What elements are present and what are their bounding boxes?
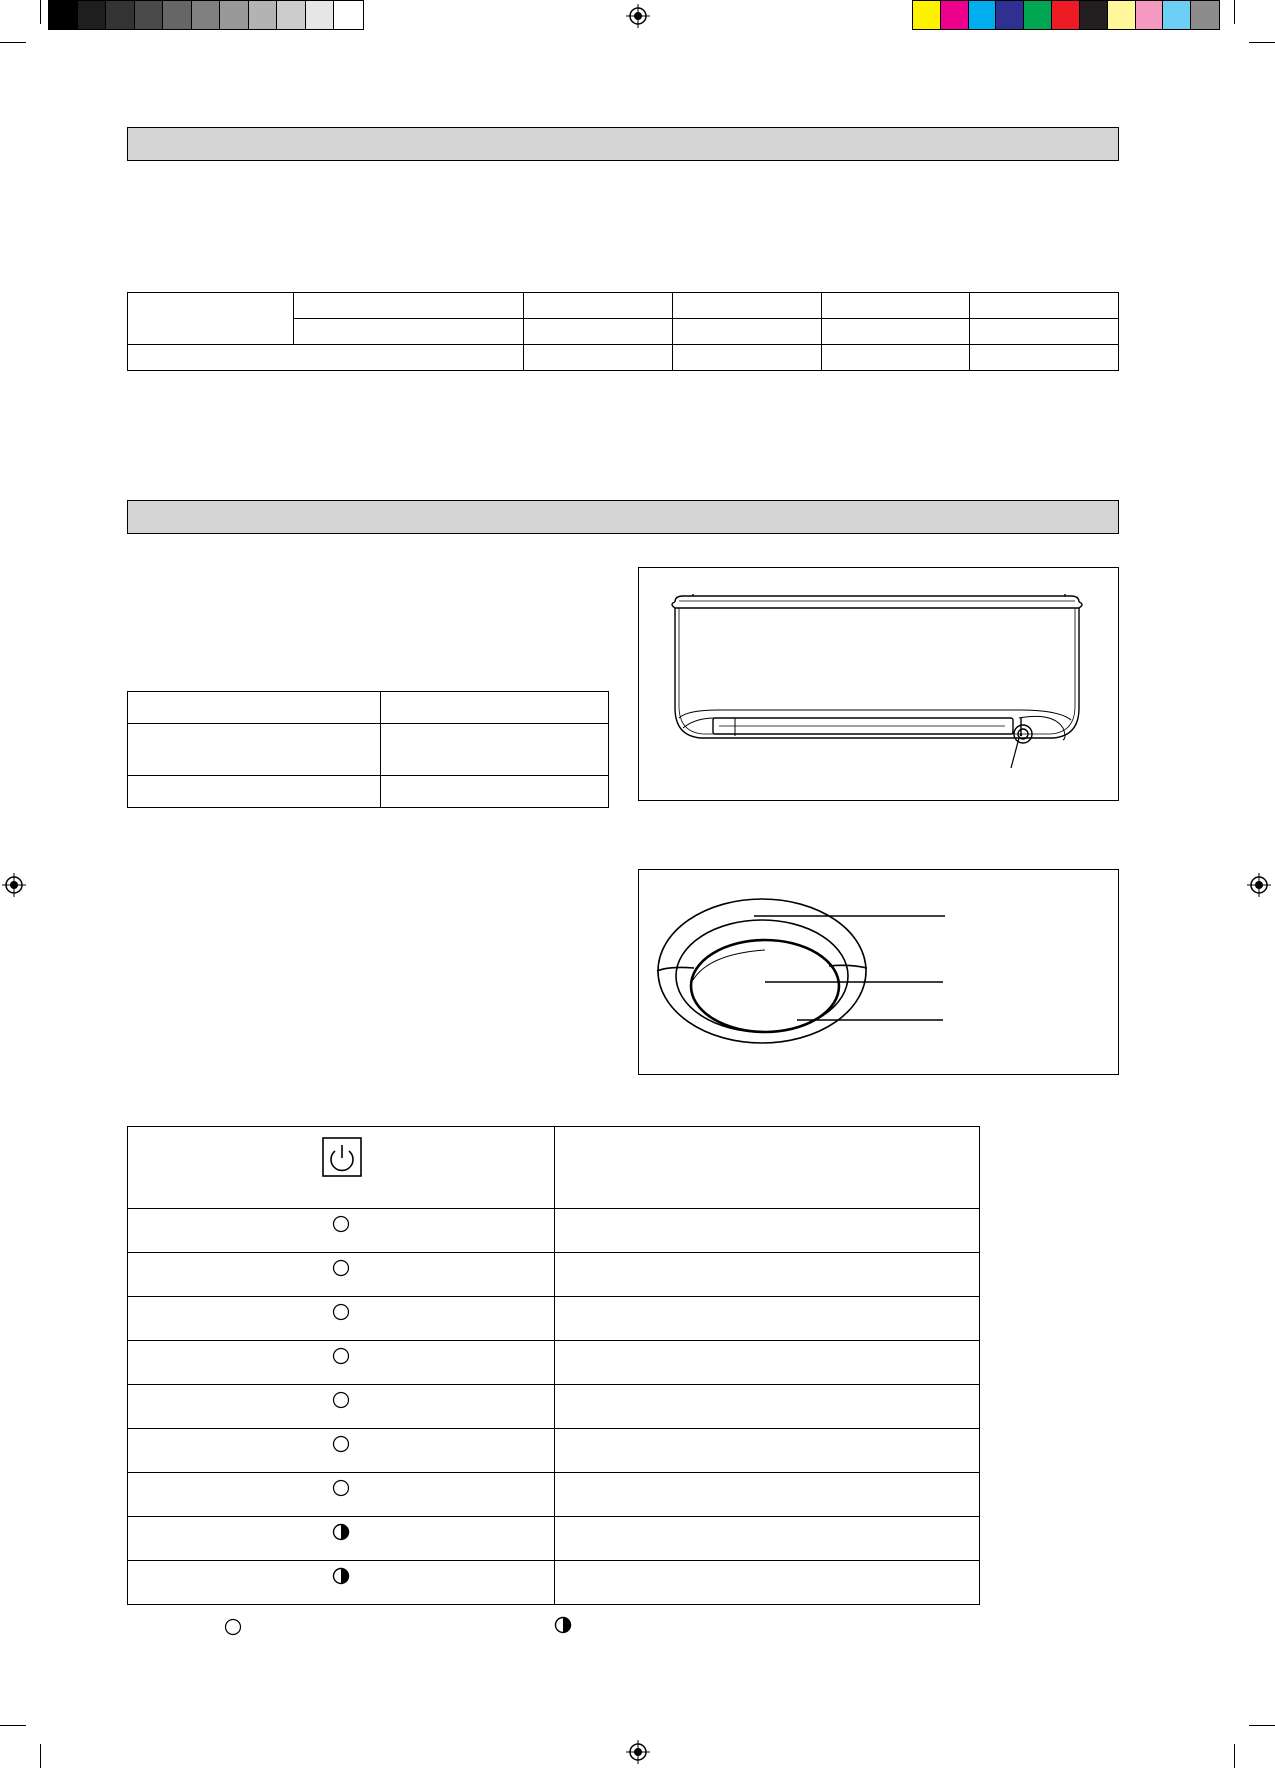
color-swatch [941,1,969,29]
spec-table [127,292,1119,371]
color-swatch [1108,1,1136,29]
indicator-description-cell [555,1517,980,1561]
indicator-status-row [128,1297,980,1341]
crop-mark [0,1725,26,1726]
color-swatch [135,1,164,29]
lamp-half-filled-circle-icon [332,1523,350,1541]
indicator-status-row [128,1341,980,1385]
color-swatch [249,1,278,29]
indicator-description-cell [555,1385,980,1429]
crop-mark [1234,0,1235,24]
indicator-state-cell [128,1297,555,1341]
color-swatch [913,1,941,29]
indicator-state-cell [128,1341,555,1385]
color-swatch [106,1,135,29]
lamp-off-circle-icon [332,1303,350,1321]
crop-mark [1249,42,1275,43]
lamp-off-circle-icon [332,1347,350,1365]
color-swatch [1052,1,1080,29]
spec-table-cell [821,345,970,371]
indicator-state-cell [128,1561,555,1605]
spec-table-cell [672,293,821,319]
color-swatch [1080,1,1108,29]
color-swatch [996,1,1024,29]
lamp-off-circle-icon [332,1259,350,1277]
color-swatch [163,1,192,29]
registration-mark-icon [2,873,26,897]
indicator-status-row [128,1385,980,1429]
indicator-status-header-cell [128,1127,555,1209]
spec-table-cell [128,345,524,371]
settings-table-cell [128,724,381,776]
section-header-bar-2 [127,500,1119,534]
settings-table [127,691,609,808]
lamp-off-circle-icon [332,1215,350,1233]
spec-table-cell [821,293,970,319]
indicator-state-cell [128,1253,555,1297]
color-swatch [969,1,997,29]
indicator-description-cell [555,1253,980,1297]
color-swatch [78,1,107,29]
registration-mark-icon [626,4,650,28]
spec-table-cell [672,319,821,345]
indicator-lamp-detail-illustration [639,870,1117,1073]
indicator-description-cell [555,1297,980,1341]
settings-table-cell [381,724,609,776]
crop-mark [0,42,26,43]
spec-table-cell [970,345,1119,371]
color-swatch [306,1,335,29]
settings-table-cell [381,776,609,808]
lamp-off-circle-icon [332,1435,350,1453]
indoor-unit-figure [638,567,1119,801]
lamp-off-circle-icon [224,1618,242,1636]
power-button-icon [322,1137,362,1177]
indicator-status-row [128,1561,980,1605]
section-header-bar-1 [127,127,1119,161]
indicator-description-cell [555,1473,980,1517]
indicator-status-table [127,1126,980,1605]
indicator-state-cell [128,1517,555,1561]
lamp-off-circle-icon [332,1479,350,1497]
spec-table-cell [970,293,1119,319]
spec-table-cell [524,345,673,371]
crop-mark [40,1744,41,1768]
spec-table-cell [524,319,673,345]
crop-mark [1234,1744,1235,1768]
settings-table-cell [128,776,381,808]
color-swatch [334,1,363,29]
indicator-description-cell [555,1561,980,1605]
grayscale-color-bar [48,0,364,30]
settings-table-cell [381,692,609,724]
color-swatch [1136,1,1164,29]
indicator-status-row [128,1517,980,1561]
spec-table-cell [821,319,970,345]
lamp-half-filled-circle-icon [554,1616,572,1634]
registration-mark-icon [1247,873,1271,897]
lamp-half-filled-circle-icon [332,1567,350,1585]
color-swatch [1163,1,1191,29]
crop-mark [1249,1725,1275,1726]
crop-mark [40,0,41,24]
spec-table-cell [672,345,821,371]
indicator-state-cell [128,1429,555,1473]
color-swatch [277,1,306,29]
indicator-state-cell [128,1385,555,1429]
color-swatch [1191,1,1219,29]
color-swatch [49,1,78,29]
indicator-description-cell [555,1341,980,1385]
settings-table-cell [128,692,381,724]
indicator-status-row [128,1429,980,1473]
indicator-state-cell [128,1209,555,1253]
spec-table-cell [293,319,524,345]
spec-table-cell [293,293,524,319]
spec-table-cell [128,293,294,345]
indicator-status-row [128,1473,980,1517]
indicator-status-header-cell [555,1127,980,1209]
indicator-state-cell [128,1473,555,1517]
spec-table-cell [524,293,673,319]
indicator-status-row [128,1209,980,1253]
registration-mark-icon [626,1740,650,1764]
indicator-status-row [128,1253,980,1297]
color-swatch [220,1,249,29]
indicator-description-cell [555,1209,980,1253]
process-color-bar [912,0,1220,30]
indicator-description-cell [555,1429,980,1473]
spec-table-cell [970,319,1119,345]
color-swatch [1024,1,1052,29]
color-swatch [192,1,221,29]
indoor-unit-illustration [639,568,1117,799]
indicator-lamp-detail-figure [638,869,1119,1075]
lamp-off-circle-icon [332,1391,350,1409]
